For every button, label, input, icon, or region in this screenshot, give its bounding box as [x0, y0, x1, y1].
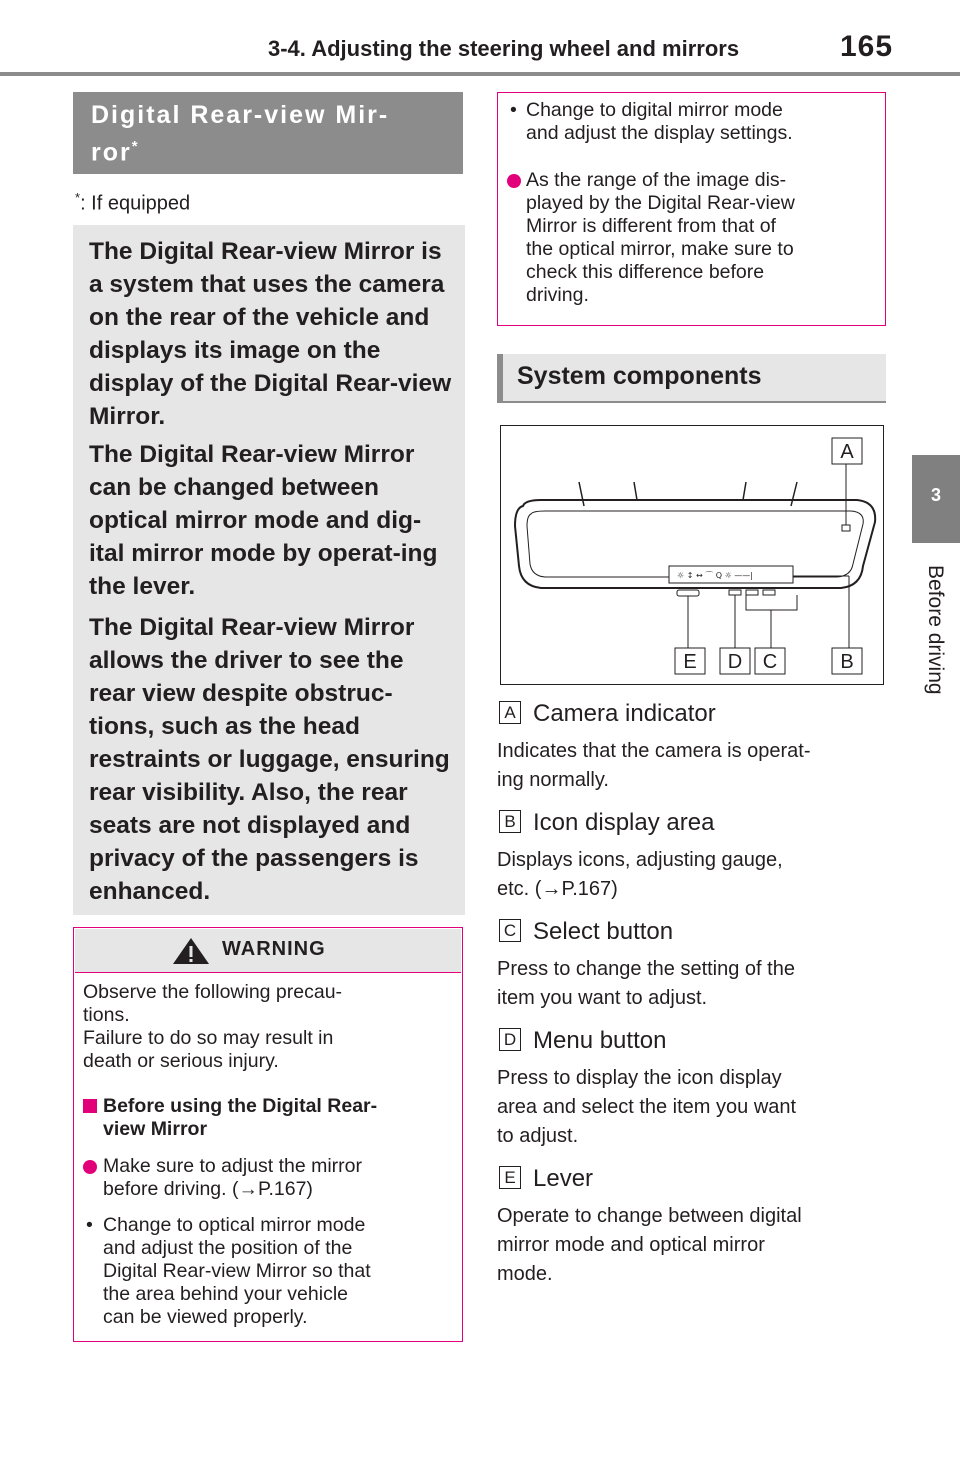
item-desc-d-2: area and select the item you want [497, 1096, 797, 1118]
intro-paragraph-3: The Digital Rear-view Mirror allows the driver to see the rear view despite obstruc-tions, such as the head restraints or luggage, ensuring rear visibility. Also, the rear seats are not displayed and privacy of the passengers is enhanced. [89, 614, 450, 905]
item-desc-b-2 [497, 875, 867, 904]
heading-line-2: ror [91, 138, 132, 167]
arrow-right-icon: → [541, 878, 562, 900]
warning-intro-line-1: Observe the following precau- [83, 981, 343, 1003]
warning-box [73, 927, 463, 1342]
item-desc-d-1: Press to display the icon display [497, 1067, 782, 1089]
continued-dash-line-1: Change to digital mirror mode [526, 99, 783, 121]
subheading-square-icon [83, 1099, 97, 1113]
mirror-illustration [501, 426, 883, 684]
chapter-label [905, 565, 960, 725]
warning-dash-line-1: Change to optical mirror mode [103, 1214, 366, 1236]
warning-intro-line-3: Failure to do so may result in [83, 1027, 334, 1049]
item-letter-d: D [499, 1028, 521, 1051]
warning-dash-line-2: and adjust the position of the [103, 1237, 353, 1259]
system-heading-text: System components [517, 362, 762, 390]
item-title-e: Lever [533, 1165, 594, 1192]
header-rule [0, 72, 960, 76]
warning-dash-line-3: Digital Rear-view Mirror so that [103, 1260, 371, 1282]
item-title-a: Camera indicator [533, 700, 716, 727]
continued-bullet-line-5: check this difference before [526, 261, 765, 283]
continued-bullet-line-3: Mirror is different from that of [526, 215, 776, 237]
item-desc-b-text: etc. ( [497, 878, 542, 900]
callout-label-c: C [762, 651, 778, 673]
item-letter-e: E [499, 1166, 521, 1189]
continued-bullet-line-6: driving. [526, 284, 589, 306]
callout-label-e: E [683, 651, 697, 673]
item-letter-c: C [499, 919, 521, 942]
heading-underline [497, 401, 886, 403]
dash-bullet-icon: • [510, 99, 517, 121]
bullet-dot-icon [83, 1160, 97, 1174]
item-desc-a-1: Indicates that the camera is operat- [497, 740, 811, 762]
warning-continued-box [497, 92, 886, 326]
item-desc-c-2: item you want to adjust. [497, 987, 708, 1009]
item-letter-a: A [499, 701, 521, 724]
heading-asterisk: * [131, 138, 138, 155]
page-number: 165 [840, 30, 894, 63]
chapter-number: 3 [930, 485, 941, 505]
item-desc-c-1: Press to change the setting of the [497, 958, 795, 980]
footnote-asterisk: * [75, 190, 81, 205]
intro-paragraph-1: The Digital Rear-view Mirror is a system that uses the camera on the rear of the vehicle and displays its image on the display of the Digital Rear-view Mirror. [89, 238, 452, 430]
item-desc-b-1: Displays icons, adjusting gauge, [497, 849, 783, 871]
arrow-right-icon: → [238, 1178, 258, 1200]
item-desc-e-2: mirror mode and optical mirror [497, 1234, 765, 1256]
item-desc-e-3: mode. [497, 1263, 553, 1285]
item-letter-b: B [499, 810, 521, 833]
mirror-diagram [500, 425, 884, 685]
item-desc-e-1: Operate to change between digital [497, 1205, 802, 1227]
warning-title: WARNING [222, 938, 326, 960]
section-title: 3-4. Adjusting the steering wheel and mirrors [268, 36, 740, 61]
warning-bullet-line-1: Make sure to adjust the mirror [103, 1155, 363, 1177]
chapter-label-text: Before driving [924, 565, 947, 695]
intro-panel [73, 225, 465, 915]
continued-bullet-line-2: played by the Digital Rear-view [526, 192, 795, 214]
bullet-dot-icon [507, 174, 521, 188]
heading-line-1: Digital Rear-view Mir- [91, 101, 390, 129]
continued-dash-line-2: and adjust the display settings. [526, 122, 793, 144]
warning-subheading-line-2: view Mirror [103, 1118, 208, 1140]
svg-text:☼ ↕ ↔ ⌒ Q ☼ ——|: ☼ ↕ ↔ ⌒ Q ☼ ——| [677, 571, 753, 580]
warning-bullet-line-2 [103, 1178, 313, 1201]
dash-bullet-icon: • [86, 1214, 93, 1236]
warning-triangle-icon [171, 936, 211, 966]
footnote-text: : If equipped [80, 192, 191, 215]
page-ref-link[interactable]: P.167) [257, 1178, 313, 1200]
callout-label-d: D [727, 651, 743, 673]
section-heading-system-components [497, 354, 886, 402]
intro-paragraph-2: The Digital Rear-view Mirror can be changed between optical mirror mode and dig-ital mirror mode by operat-ing the lever. [89, 441, 438, 600]
item-title-b: Icon display area [533, 809, 715, 836]
warning-intro-line-2: tions. [83, 1004, 130, 1026]
warning-subheading-line-1: Before using the Digital Rear- [103, 1095, 378, 1117]
footnote [75, 190, 190, 216]
warning-intro-line-4: death or serious injury. [83, 1050, 279, 1072]
callout-label-b: B [840, 651, 854, 673]
item-title-d: Menu button [533, 1027, 667, 1054]
warning-dash-line-4: the area behind your vehicle [103, 1283, 348, 1305]
item-desc-a-2: ing normally. [497, 769, 609, 791]
warning-dash-line-5: can be viewed properly. [103, 1306, 308, 1328]
warning-bullet-text: before driving. ( [103, 1178, 239, 1200]
continued-bullet-line-1: As the range of the image dis- [526, 169, 787, 191]
page-ref-link[interactable]: P.167) [561, 878, 618, 900]
continued-bullet-line-4: the optical mirror, make sure to [526, 238, 794, 260]
item-title-c: Select button [533, 918, 674, 945]
item-desc-d-3: to adjust. [497, 1125, 579, 1147]
section-heading-digital-mirror [73, 92, 463, 174]
callout-label-a: A [840, 441, 854, 463]
